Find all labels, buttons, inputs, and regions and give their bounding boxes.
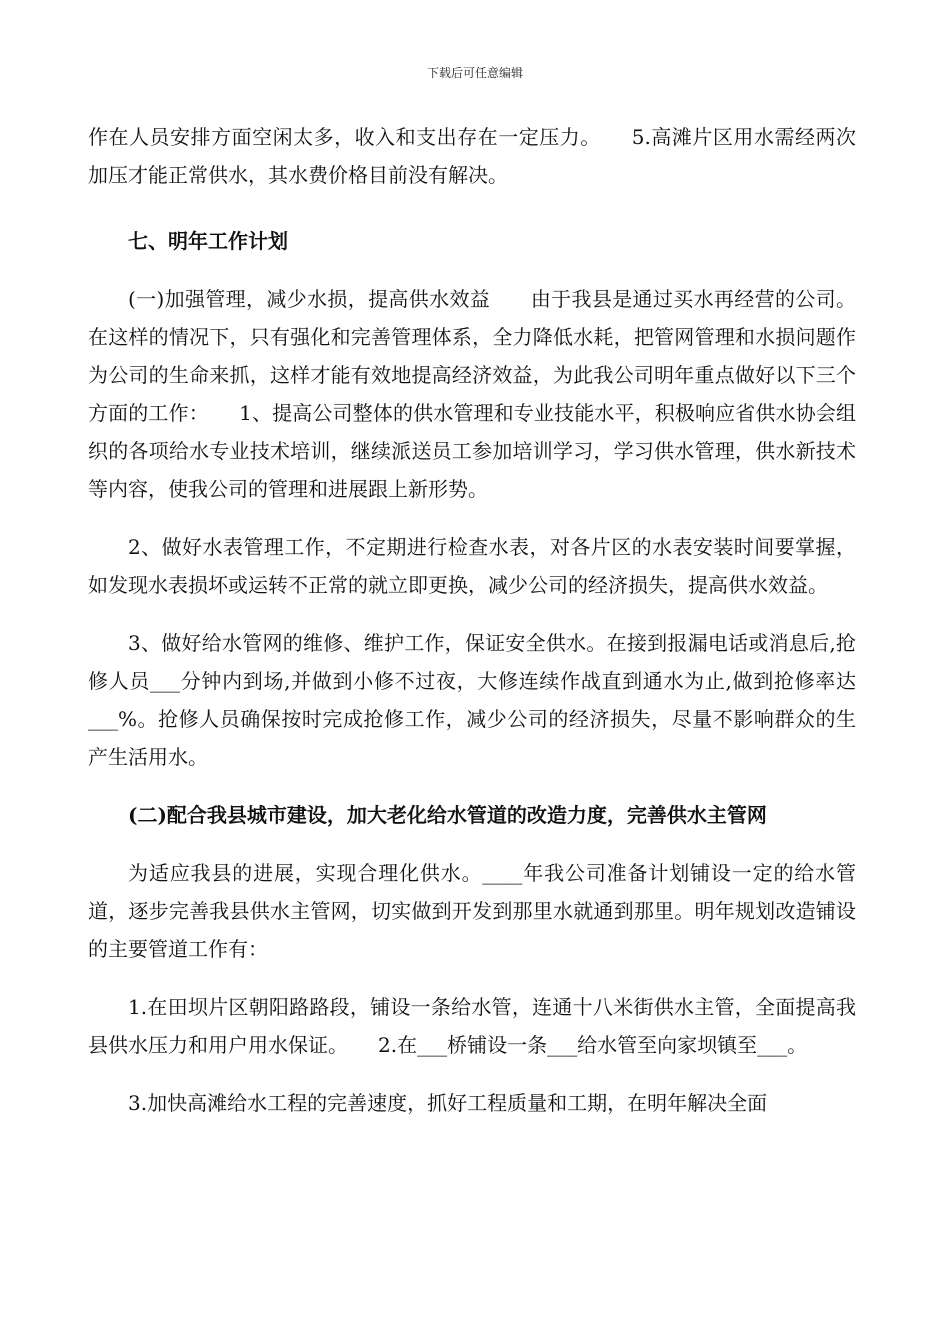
paragraph-strengthen-management: (一)加强管理，减少水损，提高供水效益 由于我县是通过买水再经营的公司。在这样的情况下，只有强化和完善管理体系，全力降低水耗，把管网管理和水损问题作为公司的生命来抓，这样才能有效地提高经济效益，为此我公司明年重点做好以下三个方面的工作： 1、提高公司整体的供水管理和专业技能水平，积极响应省供水协会组织的各项给水专业技术培训，继续派送员工参加培训学习，学习供水管理，供水新技术等内容，使我公司的管理和进展跟上新形势。 [88,287,856,501]
section-heading-city-construction: (二)配合我县城市建设，加大老化给水管道的改造力度，完善供水主管网 [128,803,767,827]
page-header: 下载后可任意编辑 [426,66,523,80]
section-heading-next-year-plan: 七、明年工作计划 [128,229,288,253]
paragraph-water-pressure: 作在人员安排方面空闲太多，收入和支出存在一定压力。 5.高滩片区用水需经两次加压才能正常供水，其水费价格目前没有解决。 [88,125,856,187]
paragraph-gaotan-project: 3.加快高滩给水工程的完善速度，抓好工程质量和工期，在明年解决全面 [128,1091,768,1115]
paragraph-water-meter-management: 2、做好水表管理工作，不定期进行检查水表，对各片区的水表安装时间要掌握，如发现水表损坏或运转不正常的就立即更换，减少公司的经济损失，提高供水效益。 [88,535,856,597]
document-body [88,118,856,1122]
paragraph-tianba-pipeline: 1.在田坝片区朝阳路路段，铺设一条给水管，连通十八米街供水主管，全面提高我县供水压力和用户用水保证。 2.在___桥铺设一条___给水管至向家坝镇至___。 [88,995,856,1057]
paragraph-reasonable-supply: 为适应我县的进展，实现合理化供水。____年我公司准备计划铺设一定的给水管道，逐步完善我县供水主管网，切实做到开发到那里水就通到那里。明年规划改造铺设的主要管道工作有： [88,861,856,961]
paragraph-pipe-maintenance: 3、做好给水管网的维修、维护工作，保证安全供水。在接到报漏电话或消息后,抢修人员___分钟内到场,并做到小修不过夜，大修连续作战直到通水为止,做到抢修率达___%。抢修人员确保按时完成抢修工作，减少公司的经济损失，尽量不影响群众的生产生活用水。 [88,631,856,769]
